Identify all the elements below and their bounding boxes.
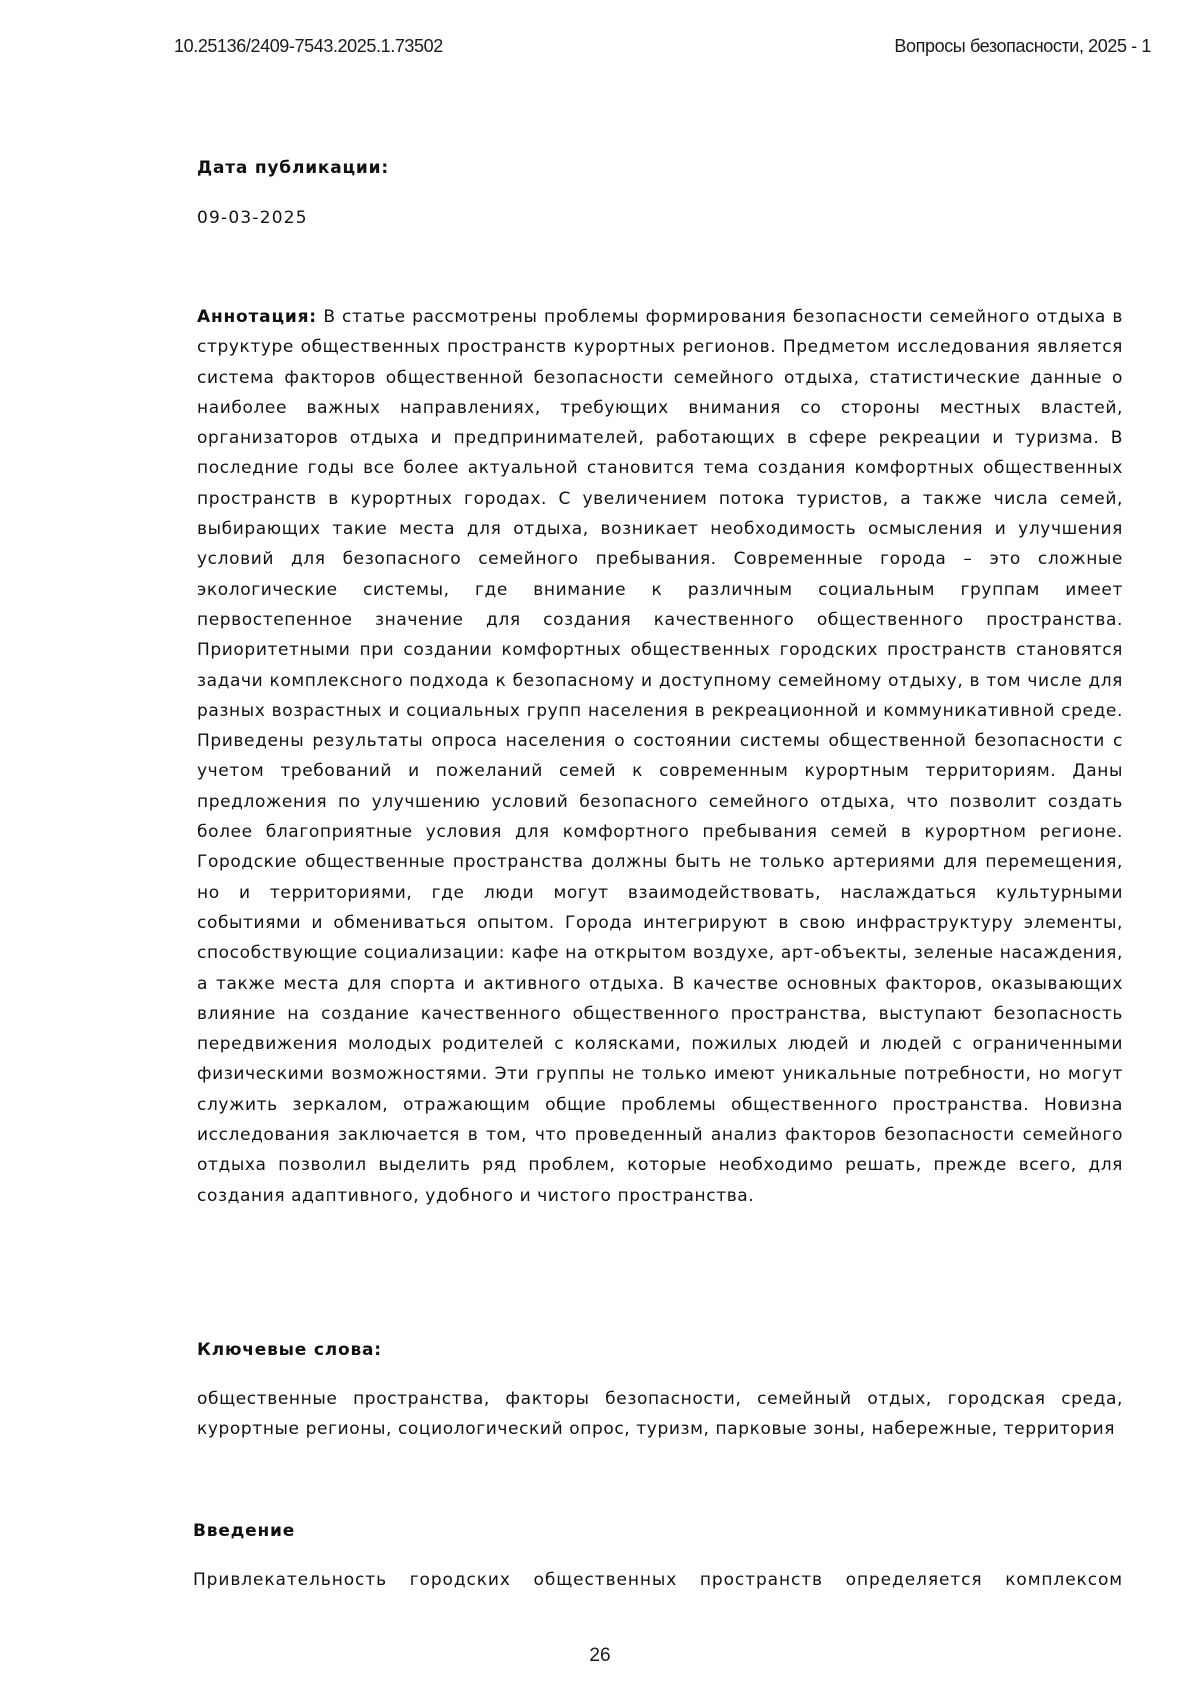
keywords-label: Ключевые слова: xyxy=(197,1340,382,1360)
abstract-label: Аннотация: xyxy=(197,307,317,327)
abstract-text: В статье рассмотрены проблемы формирования безопасности семейного отдыха в структуре общественных пространств курортных регионов. Предметом исследования является система факторов общественной безопасности семейного отдыха, статистические данные о наиболее важных направлениях, требующих внимания со стороны местных властей, организаторов отдыха и предпринимателей, работающих в сфере рекреации и туризма. В последние годы все более актуальной становится тема создания комфортных общественных пространств в курортных городах. С увеличением потока туристов, а также числа семей, выбирающих такие места для отдыха, возникает необходимость осмысления и улучшения условий для безопасного семейного пребывания. Современные города – это сложные экологические системы, где внимание к различным социальным группам имеет первостепенное значение для создания качественного общественного пространства. Приоритетными при создании комфортных общественных городских пространств становятся задачи комплексного подхода к безопасному и доступному семейному отдыху, в том числе для разных возрастных и социальных групп населения в рекреационной и коммуникативной среде. Приведены результаты опроса населения о состоянии системы общественной безопасности с учетом требований и пожеланий семей к современным курортным территориям. Даны предложения по улучшению условий безопасного семейного отдыха, что позволит создать более благоприятные условия для комфортного пребывания семей в курортном регионе. Городские общественные пространства должны быть не только артериями для перемещения, но и территориями, где люди могут взаимодействовать, наслаждаться культурными событиями и обмениваться опытом. Города интегрируют в свою инфраструктуру элементы, способствующие социализации: кафе на открытом воздухе, арт-объекты, зеленые насаждения, а также места для спорта и активного отдыха. В качестве основных факторов, оказывающих влияние на создание качественного общественного пространства, выступают безопасность передвижения молодых родителей с колясками, пожилых людей и людей с ограниченными физическими возможностями. Эти группы не только имеют уникальные потребности, но могут служить зеркалом, отражающим общие проблемы общественного пространства. Новизна исследования заключается в том, что проведенный анализ факторов безопасности семейного отдыха позволил выделить ряд проблем, которые необходимо решать, прежде всего, для создания адаптивного, удобного и чистого пространства. xyxy=(197,307,1123,1206)
abstract xyxy=(197,302,1123,1211)
publication-date-label: Дата публикации: xyxy=(197,158,389,178)
doi-header: 10.25136/2409-7543.2025.1.73502 xyxy=(174,36,443,56)
journal-header: Вопросы безопасности, 2025 - 1 xyxy=(894,36,1151,56)
publication-date: 09-03-2025 xyxy=(197,208,308,228)
introduction-text: Привлекательность городских общественных пространств определяется комплексом xyxy=(193,1570,1123,1590)
introduction-heading: Введение xyxy=(193,1521,296,1541)
page-number: 26 xyxy=(589,1645,611,1666)
keywords-list: общественные пространства, факторы безопасности, семейный отдых, городская среда, курортные регионы, социологический опрос, туризм, парковые зоны, набережные, территория xyxy=(197,1389,1123,1440)
